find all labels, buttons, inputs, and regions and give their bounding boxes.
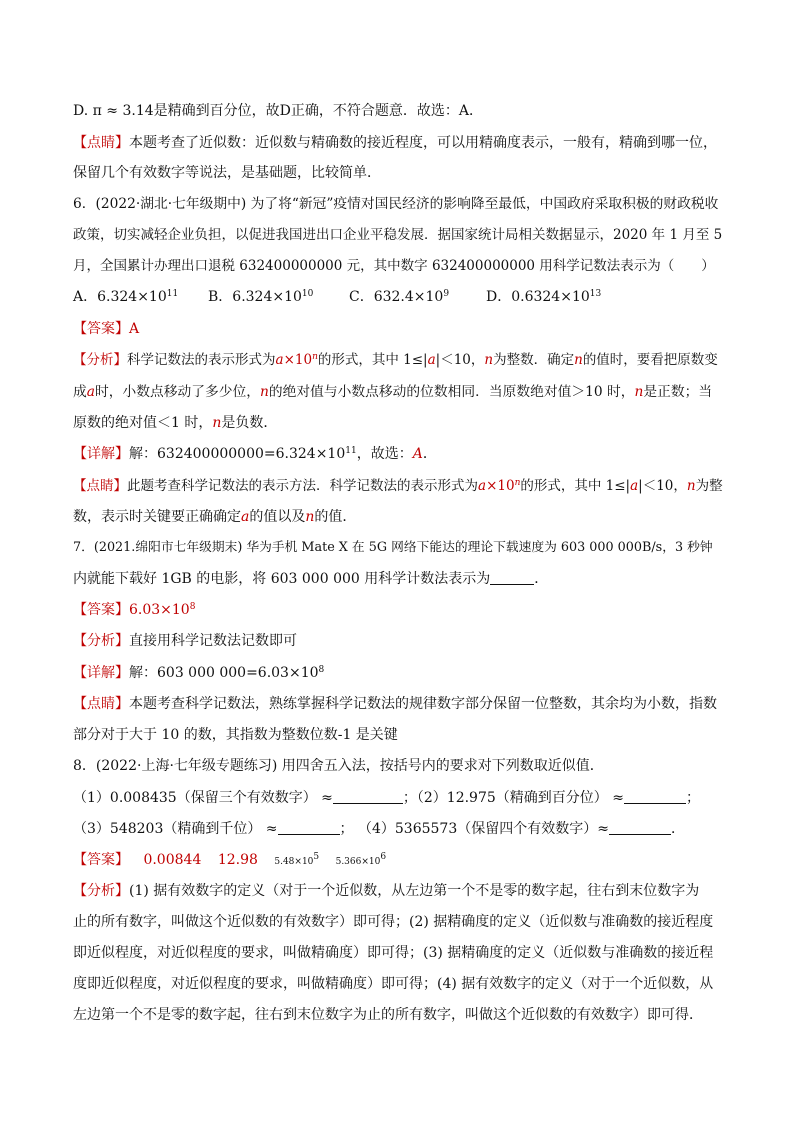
text-line: 度即近似程度，对近似程度的要求，叫做精确度）即可得；(4) 据有效数字的定义（对于一个近似数，从 xyxy=(73,976,714,992)
answer-tag: 【答案】 xyxy=(73,852,129,868)
option-b: B．$6.324\times 10^{10}$ xyxy=(208,289,314,305)
text: 6．(2022·湖北·七年级期中) 为了将“新冠”疫情对国民经济的影响降至最低，中国政府采取积极的财政税收 xyxy=(73,196,719,212)
text-line xyxy=(73,133,723,153)
answer-tag: 【答案】 xyxy=(73,602,129,618)
answer-8: 【答案】 0.00844 12.98 $5.48\times 10^5$ $5.366\times 10^6$ xyxy=(73,852,387,868)
solution-6: 【详解】解：$632400000000=6.324\times 10^{11}$，故选：A． xyxy=(73,446,437,462)
analysis-8: 【分析】(1) 据有效数字的定义（对于一个近似数，从左边第一个不是零的数字起，往右到末位数字为 xyxy=(73,883,700,899)
answer-value: A xyxy=(129,321,140,337)
option-d: D．$0.6324\times 10^{13}$ xyxy=(486,289,602,305)
analysis-7: 【分析】直接用科学记数法记数即可 xyxy=(73,633,297,649)
question-6-options xyxy=(73,287,723,307)
text-line xyxy=(73,256,723,276)
analysis-tag: 【分析】 xyxy=(73,633,129,649)
question-8-stem: 8．(2022·上海·七年级专题练习) 用四舍五入法，按括号内的要求对下列数取近似值． xyxy=(73,758,604,774)
remark-tag: 【点睛】 xyxy=(73,478,127,494)
solution-tag: 【详解】 xyxy=(73,446,129,462)
answer-6 xyxy=(73,319,723,339)
text-line: 部分对于大于 10 的数，其指数为整数位数-1 是关键 xyxy=(73,727,398,743)
text: D. π ≈ 3.14是精确到百分位，故D正确，不符合题意．故选：A． xyxy=(73,103,483,119)
analysis-tag: 【分析】 xyxy=(73,883,129,899)
text: 政策，切实减轻企业负担，以促进我国进出口企业平稳发展．据国家统计局相关数据显示，2020 年 1 月至 5 xyxy=(73,227,723,243)
solution-tag: 【详解】 xyxy=(73,665,129,681)
answer-blank xyxy=(333,789,403,804)
option-c: C．$632.4\times 10^9$ xyxy=(349,289,450,305)
option-a: A．$6.324\times 10^{11}$ xyxy=(73,289,179,305)
remark-6: 【点睛】此题考查科学记数法的表示方法．科学记数法的表示形式为$a\times 10^n$的形式，其中 1≤|a|＜10，n为整 xyxy=(73,478,723,494)
text: 本题考查了近似数：近似数与精确数的接近程度，可以用精确度表示，一般有，精确到哪一位， xyxy=(129,135,717,151)
question-7-stem: 7．(2021.绵阳市七年级期末) 华为手机 Mate X 在 5G 网络下能达的理论下载速度为 603 000 000B/s，3 秒钟 xyxy=(73,540,713,555)
text-line: 内就能下载好 1GB 的电影，将 603 000 000 用科学计数法表示为 ． xyxy=(73,571,549,587)
remark-tag: 【点睛】 xyxy=(73,696,129,712)
answer-7: 【答案】$6.03\times 10^8$ xyxy=(73,602,196,618)
remark-tag: 【点睛】 xyxy=(73,135,129,151)
answer-blank xyxy=(490,570,534,585)
text-line: 成a时，小数点移动了多少位，n的绝对值与小数点移动的位数相同．当原数绝对值＞10 时，n是正数；当 xyxy=(73,384,713,400)
remark-7: 【点睛】本题考查科学记数法，熟练掌握科学记数法的规律数字部分保留一位整数，其余均为小数，指数 xyxy=(73,696,717,712)
question-8-parts-1-2: （1）0.008435（保留三个有效数字） ≈ ；（2）12.975（精确到百分位） ≈ ； xyxy=(73,790,700,806)
answer-blank xyxy=(278,820,340,835)
text-line: 左边第一个不是零的数字起，往右到末位数字为止的所有数字，叫做这个近似数的有效数字）即可得． xyxy=(73,1007,703,1023)
text-line: 数，表示时关键要正确确定a的值以及n的值． xyxy=(73,509,357,525)
answer-blank xyxy=(624,789,686,804)
text-line: 原数的绝对值＜1 时，n是负数． xyxy=(73,415,278,431)
text: 保留几个有效数字等说法，是基础题，比较简单． xyxy=(73,165,381,181)
question-8-parts-3-4: （3）548203（精确到千位） ≈ ； （4）5365573（保留四个有效数字）≈ ． xyxy=(73,821,685,837)
answer-tag: 【答案】 xyxy=(73,321,129,337)
question-6-stem xyxy=(73,194,723,214)
text-line xyxy=(73,101,723,121)
text: 月，全国累计办理出口退税 632400000000 元，其中数字 632400000000 用科学记数法表示为（ ） xyxy=(73,258,715,274)
text-line: 即近似程度，对近似程度的要求，叫做精确度）即可得；(3) 据精确度的定义（近似数与准确数的接近程 xyxy=(73,945,714,961)
answer-blank xyxy=(609,820,671,835)
analysis-6: 【分析】科学记数法的表示形式为$a\times 10^n$的形式，其中 1≤|a|＜10，n为整数．确定n的值时，要看把原数变 xyxy=(73,352,718,368)
solution-7: 【详解】解：603 000 $000=6.03\times 10^8$ xyxy=(73,665,325,681)
text-line xyxy=(73,163,723,183)
text-line xyxy=(73,225,723,245)
text-line: 止的所有数字，叫做这个近似数的有效数字）即可得；(2) 据精确度的定义（近似数与准确数的接近程度 xyxy=(73,914,714,930)
analysis-tag: 【分析】 xyxy=(73,352,127,368)
